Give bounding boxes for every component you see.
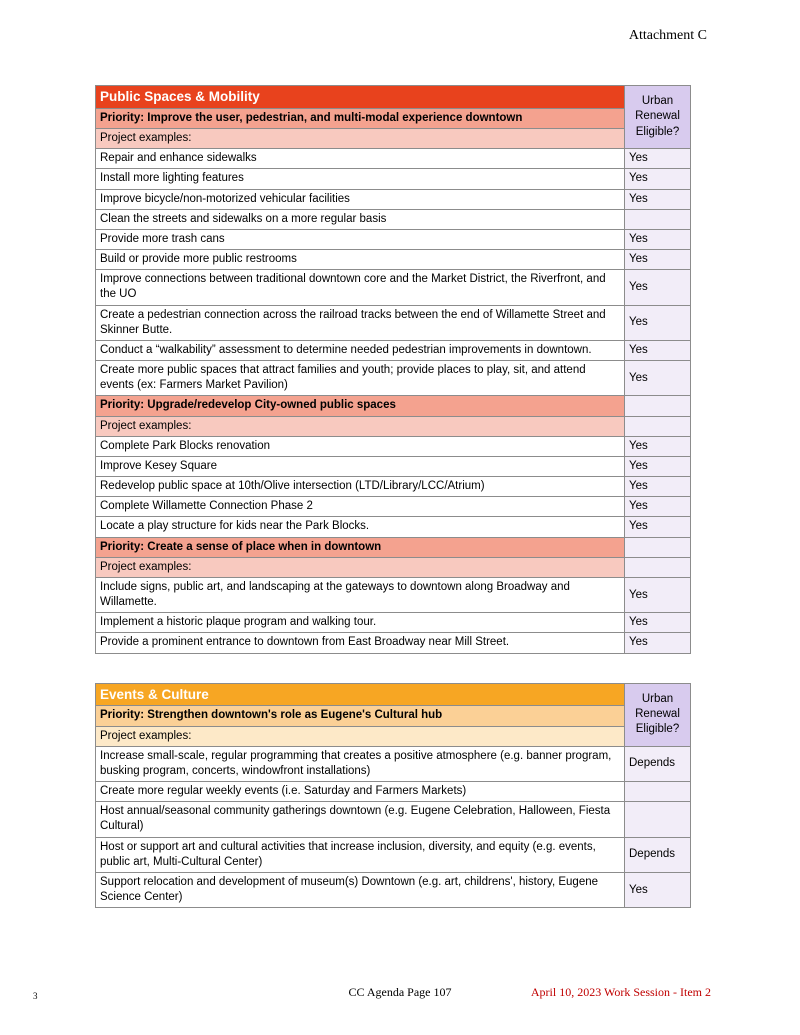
eligibility-value	[625, 209, 691, 229]
project-examples-label: Project examples:	[96, 557, 625, 577]
eligibility-value	[625, 416, 691, 436]
project-row	[96, 517, 691, 537]
project-text: Clean the streets and sidewalks on a more regular basis	[96, 209, 625, 229]
project-row	[96, 802, 691, 837]
project-row	[96, 633, 691, 653]
project-text: Repair and enhance sidewalks	[96, 149, 625, 169]
eligibility-value: Yes	[625, 456, 691, 476]
priority-label: Priority: Create a sense of place when in downtown	[96, 537, 625, 557]
project-examples-row	[96, 416, 691, 436]
project-examples-row	[96, 726, 691, 746]
priority-label: Priority: Strengthen downtown's role as Eugene's Cultural hub	[96, 706, 625, 726]
project-text: Provide more trash cans	[96, 229, 625, 249]
project-row	[96, 169, 691, 189]
eligibility-value: Yes	[625, 250, 691, 270]
eligibility-value: Yes	[625, 270, 691, 305]
eligibility-value	[625, 802, 691, 837]
project-text: Support relocation and development of museum(s) Downtown (e.g. art, childrens', history, Eugene Science Center)	[96, 872, 625, 907]
project-text: Create a pedestrian connection across the railroad tracks between the end of Willamette Street and Skinner Butte.	[96, 305, 625, 340]
project-text: Provide a prominent entrance to downtown from East Broadway near Mill Street.	[96, 633, 625, 653]
eligibility-value: Yes	[625, 517, 691, 537]
project-examples-row	[96, 128, 691, 148]
project-text: Locate a play structure for kids near the Park Blocks.	[96, 517, 625, 537]
project-row	[96, 149, 691, 169]
eligibility-value: Depends	[625, 746, 691, 781]
project-row	[96, 436, 691, 456]
eligibility-value	[625, 537, 691, 557]
table-title: Public Spaces & Mobility	[96, 86, 625, 109]
table-public-spaces-mobility	[95, 85, 691, 654]
project-row	[96, 305, 691, 340]
project-text: Redevelop public space at 10th/Olive intersection (LTD/Library/LCC/Atrium)	[96, 477, 625, 497]
project-text: Implement a historic plaque program and walking tour.	[96, 613, 625, 633]
project-text: Complete Willamette Connection Phase 2	[96, 497, 625, 517]
eligibility-value	[625, 782, 691, 802]
eligibility-value: Yes	[625, 149, 691, 169]
table-title: Events & Culture	[96, 683, 625, 706]
project-row	[96, 477, 691, 497]
project-text: Create more public spaces that attract families and youth; provide places to play, sit, and attend events (ex: Farmers Market Pavilion)	[96, 361, 625, 396]
project-text: Improve bicycle/non-motorized vehicular facilities	[96, 189, 625, 209]
eligible-column-header: Urban Renewal Eligible?	[625, 86, 691, 149]
project-examples-label: Project examples:	[96, 128, 625, 148]
eligibility-value: Yes	[625, 340, 691, 360]
project-examples-label: Project examples:	[96, 726, 625, 746]
eligibility-value: Yes	[625, 229, 691, 249]
project-text: Build or provide more public restrooms	[96, 250, 625, 270]
priority-row	[96, 108, 691, 128]
eligible-column-header: Urban Renewal Eligible?	[625, 683, 691, 746]
project-examples-label: Project examples:	[96, 416, 625, 436]
priority-row	[96, 537, 691, 557]
eligibility-value: Yes	[625, 633, 691, 653]
footer-work-session: April 10, 2023 Work Session - Item 2	[530, 985, 711, 999]
project-text: Create more regular weekly events (i.e. Saturday and Farmers Markets)	[96, 782, 625, 802]
attachment-label: Attachment C	[628, 28, 707, 43]
eligibility-value: Yes	[625, 477, 691, 497]
project-row	[96, 577, 691, 612]
table-header-row	[96, 86, 691, 109]
project-text: Install more lighting features	[96, 169, 625, 189]
project-examples-row	[96, 557, 691, 577]
priority-row	[96, 706, 691, 726]
project-row	[96, 456, 691, 476]
project-row	[96, 270, 691, 305]
project-row	[96, 613, 691, 633]
priority-row	[96, 396, 691, 416]
project-text: Host annual/seasonal community gatherings downtown (e.g. Eugene Celebration, Halloween, Fiesta Cultural)	[96, 802, 625, 837]
project-text: Increase small-scale, regular programming that creates a positive atmosphere (e.g. banner program, busking program, concerts, windowfront installations)	[96, 746, 625, 781]
footer-agenda-page: CC Agenda Page 107	[348, 985, 452, 999]
eligibility-value	[625, 396, 691, 416]
eligibility-value: Yes	[625, 436, 691, 456]
eligibility-value: Yes	[625, 497, 691, 517]
project-row	[96, 229, 691, 249]
project-row	[96, 872, 691, 907]
eligibility-value: Yes	[625, 872, 691, 907]
project-text: Complete Park Blocks renovation	[96, 436, 625, 456]
priority-label: Priority: Upgrade/redevelop City-owned public spaces	[96, 396, 625, 416]
eligibility-value: Yes	[625, 305, 691, 340]
project-text: Host or support art and cultural activities that increase inclusion, diversity, and equity (e.g. events, public art, Multi-Cultural Center)	[96, 837, 625, 872]
project-row	[96, 340, 691, 360]
table-header-row	[96, 683, 691, 706]
project-row	[96, 837, 691, 872]
priority-label: Priority: Improve the user, pedestrian, and multi-modal experience downtown	[96, 108, 625, 128]
table-events-culture	[95, 683, 691, 909]
project-text: Improve connections between traditional downtown core and the Market District, the Riverfront, and the UO	[96, 270, 625, 305]
project-row	[96, 209, 691, 229]
project-row	[96, 782, 691, 802]
project-row	[96, 746, 691, 781]
eligibility-value: Yes	[625, 613, 691, 633]
eligibility-value: Yes	[625, 361, 691, 396]
eligibility-value: Yes	[625, 189, 691, 209]
eligibility-value: Yes	[625, 577, 691, 612]
eligibility-value: Yes	[625, 169, 691, 189]
project-row	[96, 250, 691, 270]
project-text: Include signs, public art, and landscaping at the gateways to downtown along Broadway and Willamette.	[96, 577, 625, 612]
eligibility-value	[625, 557, 691, 577]
project-row	[96, 497, 691, 517]
tables-container	[95, 85, 691, 937]
project-text: Improve Kesey Square	[96, 456, 625, 476]
eligibility-value: Depends	[625, 837, 691, 872]
page-number: 3	[33, 991, 38, 1001]
project-row	[96, 361, 691, 396]
project-row	[96, 189, 691, 209]
project-text: Conduct a “walkability” assessment to determine needed pedestrian improvements in downtown.	[96, 340, 625, 360]
